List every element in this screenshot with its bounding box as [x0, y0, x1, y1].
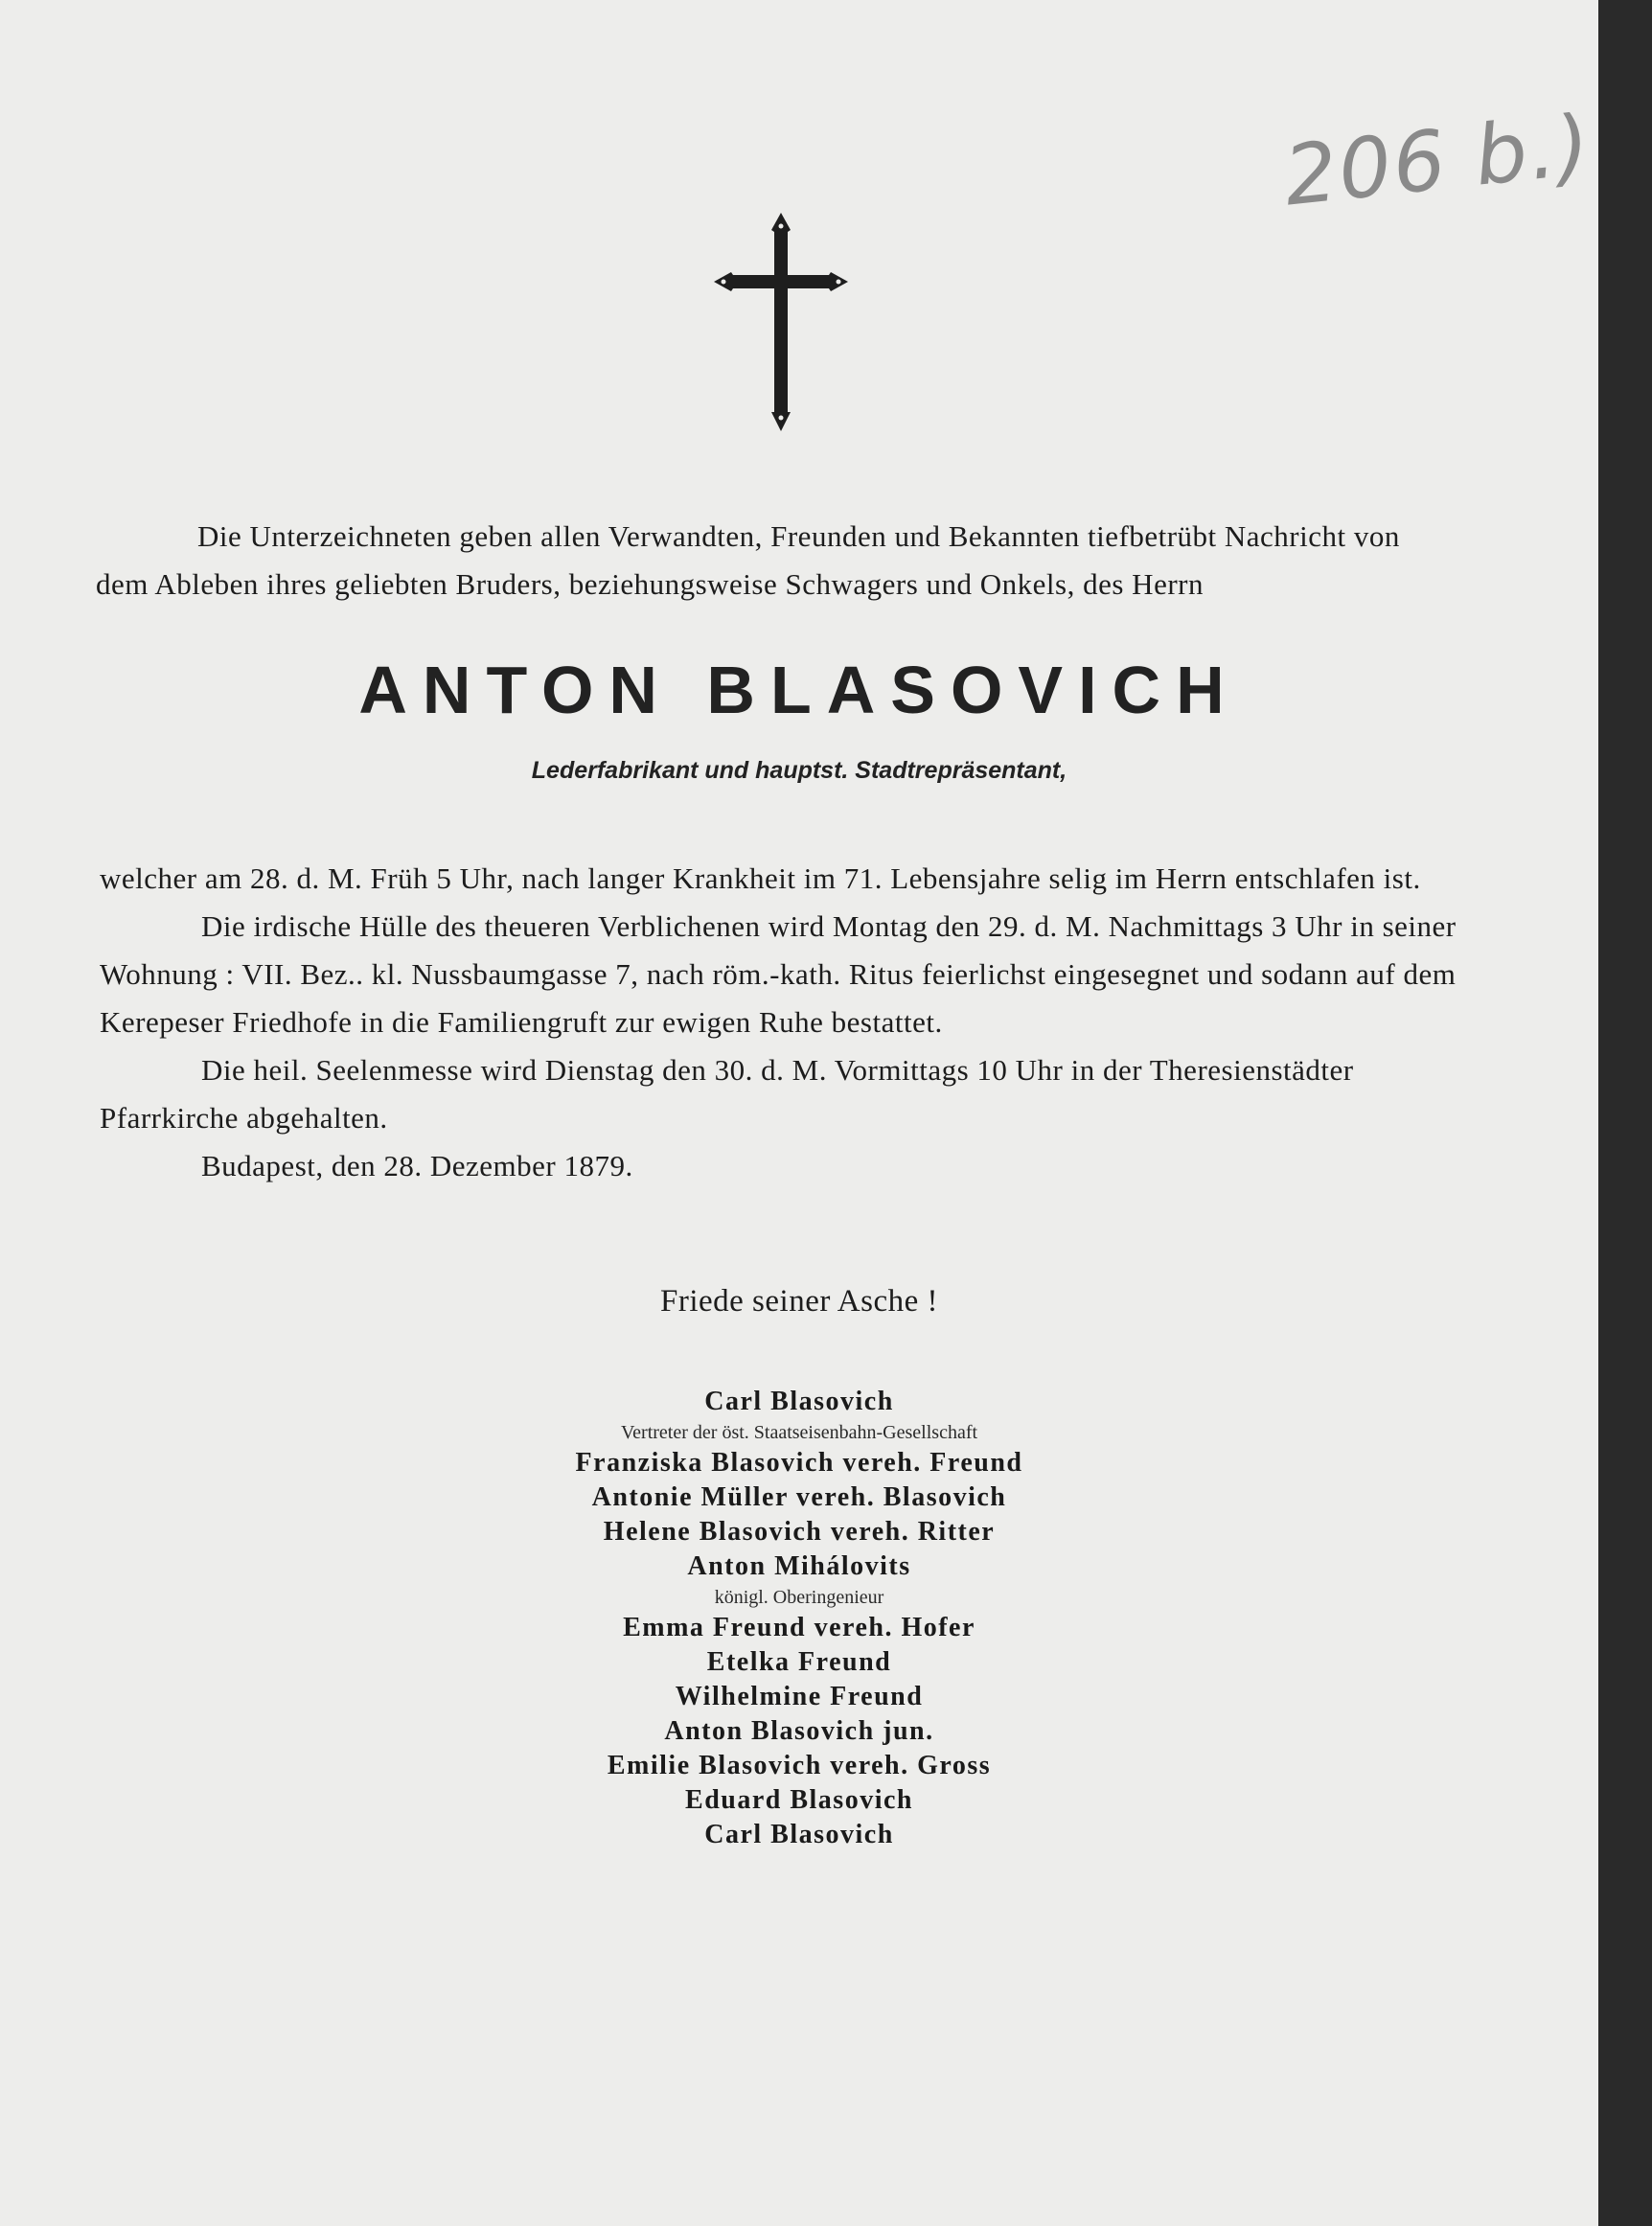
signer-name: Anton Mihálovits	[687, 1551, 911, 1581]
signer-name: Carl Blasovich	[704, 1820, 894, 1849]
signer-name: Carl Blasovich	[704, 1387, 894, 1416]
notice-body	[100, 855, 1460, 1190]
mass-paragraph: Die heil. Seelenmesse wird Dienstag den 30. d. M. Vormittags 10 Uhr in der Theresienstädter Pfarrkirche abgehalten.	[100, 1053, 1354, 1135]
deceased-name: ANTON BLASOVICH	[358, 653, 1240, 727]
signer-name: Helene Blasovich vereh. Ritter	[603, 1517, 996, 1547]
death-paragraph: welcher am 28. d. M. Früh 5 Uhr, nach langer Krankheit im 71. Lebensjahre selig im Herrn entschlafen ist.	[100, 861, 1421, 895]
cross-icon	[714, 213, 848, 431]
scan-border	[1598, 0, 1652, 2226]
closing-blessing: Friede seiner Asche !	[660, 1284, 938, 1319]
funeral-paragraph: Die irdische Hülle des theueren Verblichenen wird Montag den 29. d. M. Nachmittags 3 Uhr in seiner Wohnung : VII. Bez.. kl. Nussbaumgasse 7, nach röm.-kath. Ritus feierlichst eingesegnet und sodann auf dem Kerepeser Friedhofe in die Familiengruft zur ewigen Ruhe bestattet.	[100, 909, 1457, 1039]
signer-name: Wilhelmine Freund	[675, 1682, 924, 1711]
signer-name: Etelka Freund	[706, 1647, 892, 1677]
signer-note: Vertreter der öst. Staatseisenbahn-Gesellschaft	[620, 1422, 978, 1443]
intro-paragraph: Die Unterzeichneten geben allen Verwandten, Freunden und Bekannten tiefbetrübt Nachricht von dem Ableben ihres geliebten Bruders, beziehungsweise Schwagers und Onkels, des Herrn	[96, 519, 1400, 601]
deceased-occupation: Lederfabrikant und hauptst. Stadtrepräsentant,	[531, 757, 1067, 784]
handwritten-archive-number: 206 b.)	[1279, 97, 1596, 225]
signer-name: Eduard Blasovich	[685, 1785, 913, 1815]
signers-list	[0, 1385, 1598, 1852]
signer-name: Anton Blasovich jun.	[664, 1716, 934, 1746]
signer-note: königl. Oberingenieur	[714, 1587, 884, 1608]
signer-name: Emma Freund vereh. Hofer	[623, 1613, 975, 1642]
place-date-line: Budapest, den 28. Dezember 1879.	[201, 1149, 633, 1182]
signer-name: Franziska Blasovich vereh. Freund	[575, 1448, 1023, 1478]
signer-name: Antonie Müller vereh. Blasovich	[591, 1482, 1007, 1512]
signer-name: Emilie Blasovich vereh. Gross	[607, 1751, 992, 1780]
